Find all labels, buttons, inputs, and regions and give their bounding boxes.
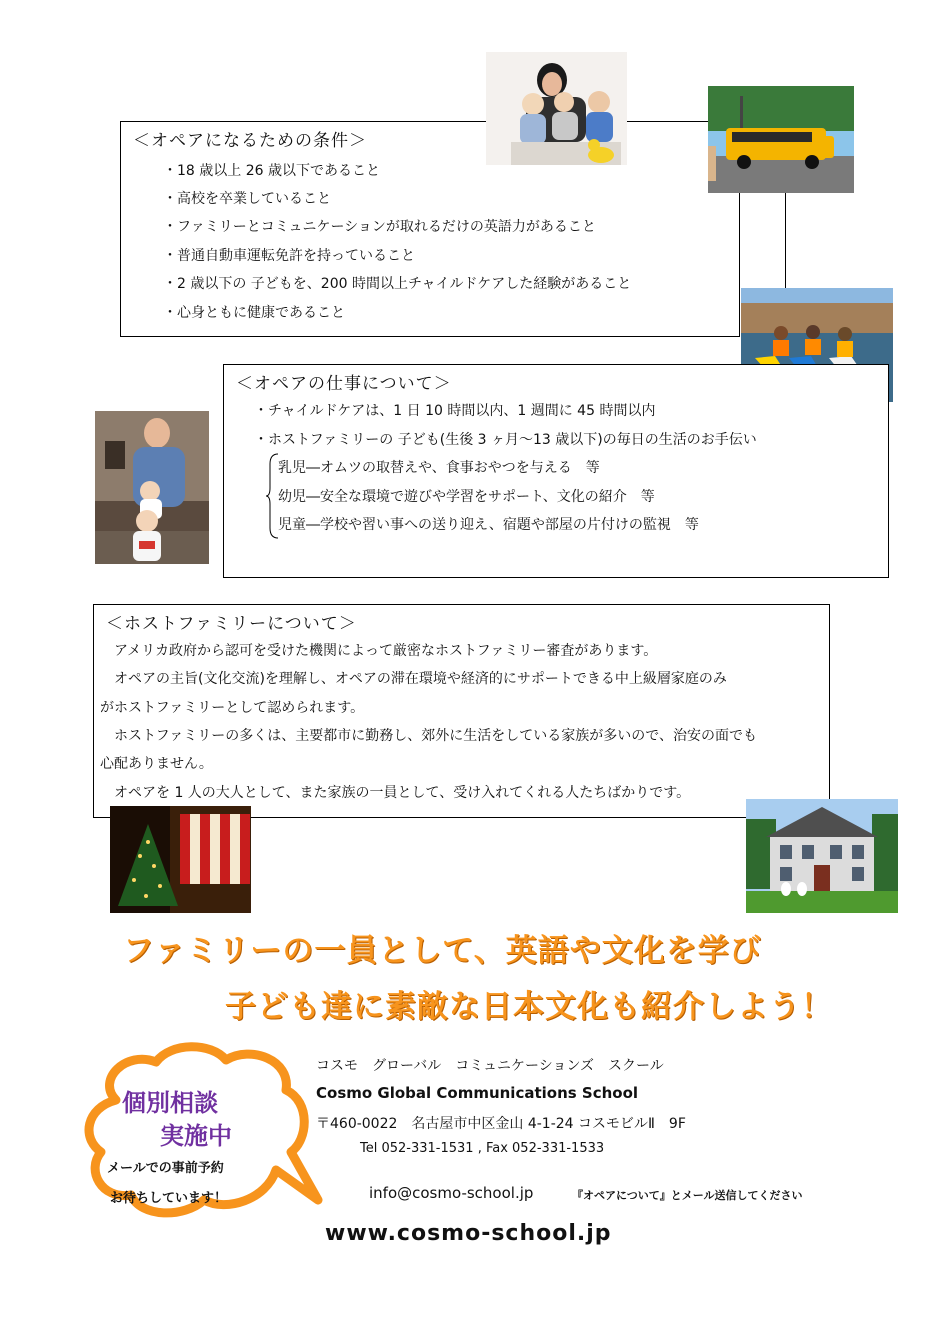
host-family-text: がホストファミリーとして認められます。 (100, 700, 365, 716)
house-photo (746, 799, 898, 913)
work-title: ＜オペアの仕事について＞ (236, 374, 452, 394)
school-phone-fax: Tel 052-331-1531 , Fax 052-331-1533 (360, 1141, 605, 1156)
slogan-line-2: 子ども達に素敵な日本文化も紹介しよう！ (225, 989, 833, 1025)
work-sub-item: 乳児―オムツの取替えや、食事おやつを与える 等 (278, 460, 600, 476)
christmas-tree-photo (110, 806, 251, 913)
condition-item: ・心身ともに健康であること (163, 305, 345, 321)
host-family-box (93, 604, 830, 818)
host-family-text: オペアの主旨(文化交流)を理解し、オペアの滞在環境や経済的にサポートできる中上級層家庭のみ (100, 671, 727, 687)
conditions-box (120, 121, 740, 337)
work-item: ・ホストファミリーの 子ども(生後 3 ヶ月〜13 歳以下)の毎日の生活のお手伝い (254, 432, 757, 448)
consult-title-line-1: 個別相談 (122, 1089, 218, 1117)
work-item: ・チャイルドケアは、1 日 10 時間以内、1 週間に 45 時間以内 (254, 403, 656, 419)
consult-note-line-1: メールでの事前予約 (107, 1161, 224, 1176)
school-name-en: Cosmo Global Communications School (316, 1084, 639, 1102)
school-address: 〒460-0022 名古屋市中区金山 4-1-24 コスモビルⅡ 9F (316, 1116, 686, 1132)
host-family-text: ホストファミリーの多くは、主要都市に勤務し、郊外に生活をしている家族が多いので、治安の面でも (100, 728, 758, 744)
website-link[interactable]: www.cosmo-school.jp (325, 1221, 612, 1246)
condition-item: ・18 歳以上 26 歳以下であること (163, 163, 380, 179)
condition-item: ・2 歳以下の 子どもを、200 時間以上チャイルドケアした経験があること (163, 276, 632, 292)
email-link[interactable]: info@cosmo-school.jp (369, 1184, 534, 1202)
connector-line (785, 193, 786, 288)
man-with-children-photo (95, 411, 209, 564)
condition-item: ・普通自動車運転免許を持っていること (163, 248, 415, 264)
consult-title-line-2: 実施中 (160, 1122, 232, 1150)
work-sub-item: 児童―学校や習い事への送り迎え、宿題や部屋の片付けの監視 等 (278, 517, 699, 533)
slogan-line-1: ファミリーの一員として、英語や文化を学び (123, 933, 762, 969)
consult-note-line-2: お待ちしています！ (110, 1191, 228, 1206)
host-family-text: オペアを 1 人の大人として、また家族の一員として、受け入れてくれる人たちばかりです。 (100, 785, 691, 801)
condition-item: ・高校を卒業していること (163, 191, 331, 207)
email-note: 『オペアについて』とメール送信してください (572, 1189, 803, 1202)
host-family-text: 心配ありません。 (100, 756, 213, 772)
work-box (223, 364, 889, 578)
school-name-jp: コスモ グローバル コミュニケーションズ スクール (316, 1058, 664, 1074)
school-bus-photo (708, 86, 854, 193)
host-family-text: アメリカ政府から認可を受けた機関によって厳密なホストファミリー審査があります。 (100, 643, 658, 659)
work-sub-item: 幼児―安全な環境で遊びや学習をサポート、文化の紹介 等 (278, 489, 655, 505)
condition-item: ・ファミリーとコミュニケーションが取れるだけの英語力があること (163, 219, 596, 235)
host-family-title: ＜ホストファミリーについて＞ (106, 614, 357, 634)
conditions-title: ＜オペアになるための条件＞ (133, 131, 367, 151)
family-photo (486, 52, 627, 165)
